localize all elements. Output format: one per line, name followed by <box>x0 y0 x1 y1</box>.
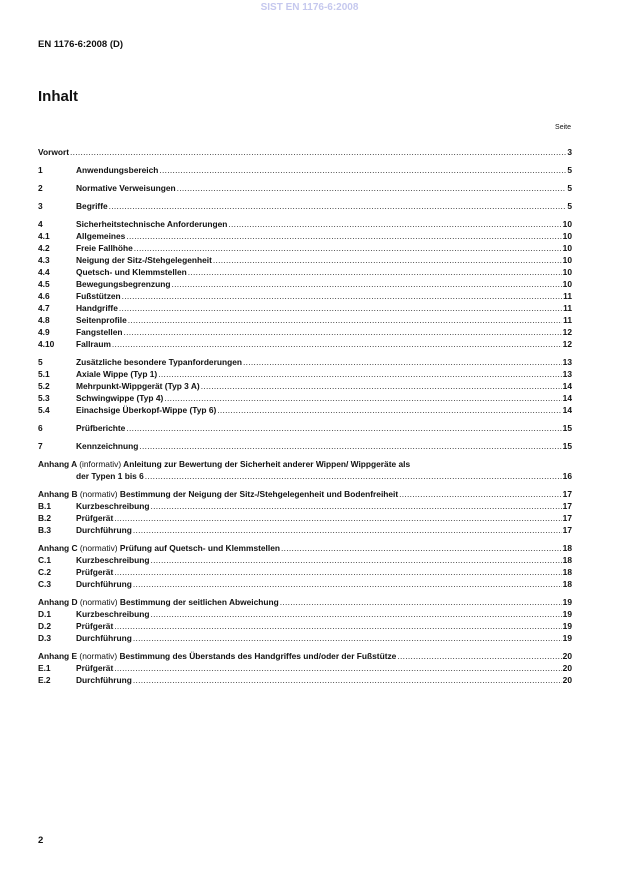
toc-page: 14 <box>562 405 572 415</box>
dot-leader <box>164 392 561 404</box>
toc-page: 17 <box>562 513 572 523</box>
toc-page: 11 <box>563 303 572 313</box>
document-header: EN 1176-6:2008 (D) <box>38 39 124 50</box>
toc-page: 12 <box>562 339 572 349</box>
toc-number: 4.8 <box>38 315 50 325</box>
toc-title: Kurzbeschreibung <box>76 555 150 565</box>
toc-number: 4.9 <box>38 327 50 337</box>
toc-number: 3 <box>38 201 43 211</box>
toc-number: 1 <box>38 165 43 175</box>
annex-text: Prüfung auf Quetsch- und Klemmstellen <box>119 543 280 553</box>
dot-leader <box>280 596 562 608</box>
annex-type: (normativ) <box>79 597 118 607</box>
table-of-contents <box>38 146 572 692</box>
toc-entry[interactable] <box>38 356 572 368</box>
annex-text-cont: der Typen 1 bis 6 <box>76 471 144 481</box>
toc-number: 4 <box>38 219 43 229</box>
toc-title: Fangstellen <box>76 327 123 337</box>
toc-number: E.2 <box>38 675 51 685</box>
toc-page: 18 <box>562 567 572 577</box>
annex-label: Anhang B <box>38 489 78 499</box>
dot-leader <box>114 566 561 578</box>
toc-number: 5.4 <box>38 405 50 415</box>
toc-entry[interactable] <box>38 662 572 674</box>
annex-title <box>38 488 398 500</box>
toc-title: Kennzeichnung <box>76 441 139 451</box>
dot-leader <box>188 266 562 278</box>
toc-page: 10 <box>562 231 572 241</box>
dot-leader <box>133 632 562 644</box>
annex-label: Anhang A <box>38 459 77 469</box>
toc-annex-entry[interactable] <box>38 458 572 470</box>
toc-entry[interactable] <box>38 326 572 338</box>
toc-number: 4.7 <box>38 303 50 313</box>
toc-title: Durchführung <box>76 579 132 589</box>
toc-entry[interactable] <box>38 440 572 452</box>
toc-page: 16 <box>562 471 572 481</box>
toc-title: Fallraum <box>76 339 111 349</box>
toc-title: Axiale Wippe (Typ 1) <box>76 369 158 379</box>
dot-leader <box>114 620 561 632</box>
toc-entry[interactable] <box>38 554 572 566</box>
toc-number: 7 <box>38 441 43 451</box>
dot-leader <box>119 302 562 314</box>
toc-number: 2 <box>38 183 43 193</box>
page-column-label: Seite <box>555 124 571 131</box>
toc-number: D.2 <box>38 621 52 631</box>
toc-entry[interactable] <box>38 578 572 590</box>
toc-page: 20 <box>562 675 572 685</box>
toc-entry[interactable] <box>38 278 572 290</box>
toc-number: D.3 <box>38 633 52 643</box>
dot-leader <box>158 368 561 380</box>
toc-page: 19 <box>562 609 572 619</box>
toc-number: C.3 <box>38 579 52 589</box>
toc-title: Vorwort <box>38 147 70 157</box>
toc-page: 18 <box>562 543 572 553</box>
dot-leader <box>139 440 561 452</box>
toc-title: Freie Fallhöhe <box>76 243 133 253</box>
toc-group <box>38 200 572 212</box>
toc-entry[interactable] <box>38 266 572 278</box>
toc-entry[interactable] <box>38 146 572 158</box>
dot-leader <box>201 380 562 392</box>
dot-leader <box>151 608 562 620</box>
toc-group <box>38 218 572 350</box>
toc-group <box>38 422 572 434</box>
toc-entry[interactable] <box>38 674 572 686</box>
toc-group <box>38 650 572 686</box>
dot-leader <box>112 338 562 350</box>
toc-group <box>38 488 572 536</box>
toc-title: Anwendungsbereich <box>76 165 159 175</box>
toc-group <box>38 596 572 644</box>
toc-number: C.2 <box>38 567 52 577</box>
toc-entry[interactable] <box>38 290 572 302</box>
toc-title: Einachsige Überkopf-Wippe (Typ 6) <box>76 405 217 415</box>
toc-number: 6 <box>38 423 43 433</box>
toc-title: Seitenprofile <box>76 315 127 325</box>
toc-title: Kurzbeschreibung <box>76 609 150 619</box>
annex-type: (normativ) <box>79 651 118 661</box>
dot-leader <box>133 524 562 536</box>
toc-page: 3 <box>567 147 572 157</box>
dot-leader <box>151 500 562 512</box>
toc-page: 20 <box>562 663 572 673</box>
toc-entry[interactable] <box>38 380 572 392</box>
toc-entry[interactable] <box>38 512 572 524</box>
dot-leader <box>243 356 562 368</box>
toc-number: D.1 <box>38 609 52 619</box>
toc-title: Zusätzliche besondere Typanforderungen <box>76 357 242 367</box>
dot-leader <box>217 404 561 416</box>
annex-title <box>38 650 396 662</box>
toc-title: Allgemeines <box>76 231 126 241</box>
toc-number: 4.1 <box>38 231 50 241</box>
toc-title: Prüfgerät <box>76 513 114 523</box>
toc-group <box>38 356 572 416</box>
toc-title: Durchführung <box>76 675 132 685</box>
toc-entry[interactable] <box>38 404 572 416</box>
toc-page: 18 <box>562 555 572 565</box>
toc-title: Prüfgerät <box>76 621 114 631</box>
toc-page: 18 <box>562 579 572 589</box>
toc-number: 4.5 <box>38 279 50 289</box>
annex-title <box>38 596 279 608</box>
toc-number: 5.2 <box>38 381 50 391</box>
toc-number: 4.10 <box>38 339 55 349</box>
toc-page: 10 <box>562 255 572 265</box>
toc-page: 13 <box>562 369 572 379</box>
toc-page: 19 <box>562 621 572 631</box>
annex-text: Bestimmung der Neigung der Sitz-/Stehgelegenheit und Bodenfreiheit <box>119 489 399 499</box>
toc-entry[interactable] <box>38 302 572 314</box>
toc-title: Durchführung <box>76 525 132 535</box>
toc-entry[interactable] <box>38 314 572 326</box>
toc-page: 12 <box>562 327 572 337</box>
toc-entry[interactable] <box>38 164 572 176</box>
annex-label: Anhang D <box>38 597 78 607</box>
toc-page: 15 <box>562 423 572 433</box>
dot-leader <box>70 146 566 158</box>
page-title: Inhalt <box>38 88 78 105</box>
toc-page: 14 <box>562 393 572 403</box>
toc-page: 11 <box>563 315 572 325</box>
annex-type: (informativ) <box>79 459 122 469</box>
annex-title <box>38 458 410 470</box>
annex-title <box>38 542 280 554</box>
annex-label: Anhang E <box>38 651 78 661</box>
toc-number: B.3 <box>38 525 52 535</box>
dot-leader <box>145 470 562 482</box>
toc-page: 10 <box>562 219 572 229</box>
toc-title: Normative Verweisungen <box>76 183 176 193</box>
toc-entry[interactable] <box>38 182 572 194</box>
toc-entry[interactable] <box>38 338 572 350</box>
toc-entry[interactable] <box>38 632 572 644</box>
toc-entry[interactable] <box>38 500 572 512</box>
toc-page: 17 <box>562 501 572 511</box>
dot-leader <box>124 326 562 338</box>
dot-leader <box>114 512 561 524</box>
toc-title: Fußstützen <box>76 291 121 301</box>
toc-page: 20 <box>562 651 572 661</box>
dot-leader <box>281 542 562 554</box>
toc-number: 5.3 <box>38 393 50 403</box>
annex-text: Anleitung zur Bewertung der Sicherheit anderer Wippen/ Wippgeräte als <box>123 459 411 469</box>
annex-type: (normativ) <box>79 543 118 553</box>
annex-type: (normativ) <box>79 489 118 499</box>
toc-annex-entry[interactable] <box>38 488 572 500</box>
toc-title: Quetsch- und Klemmstellen <box>76 267 187 277</box>
toc-entry[interactable] <box>38 230 572 242</box>
toc-entry[interactable] <box>38 392 572 404</box>
toc-number: 4.4 <box>38 267 50 277</box>
toc-title: Handgriffe <box>76 303 118 313</box>
toc-annex-entry[interactable] <box>38 542 572 554</box>
toc-page: 14 <box>562 381 572 391</box>
toc-title: Bewegungsbegrenzung <box>76 279 171 289</box>
dot-leader <box>128 314 562 326</box>
toc-number: B.1 <box>38 501 52 511</box>
dot-leader <box>177 182 567 194</box>
toc-page: 5 <box>567 201 572 211</box>
dot-leader <box>399 488 562 500</box>
toc-title: Prüfberichte <box>76 423 126 433</box>
dot-leader <box>109 200 567 212</box>
toc-group <box>38 440 572 452</box>
toc-page: 13 <box>562 357 572 367</box>
toc-annex-continuation[interactable] <box>38 470 572 482</box>
toc-entry[interactable] <box>38 422 572 434</box>
toc-number: 4.3 <box>38 255 50 265</box>
dot-leader <box>126 230 561 242</box>
dot-leader <box>126 422 561 434</box>
dot-leader <box>122 290 562 302</box>
toc-number: 4.6 <box>38 291 50 301</box>
toc-number: 5 <box>38 357 43 367</box>
toc-title: Sicherheitstechnische Anforderungen <box>76 219 228 229</box>
toc-entry[interactable] <box>38 524 572 536</box>
toc-page: 17 <box>562 525 572 535</box>
toc-number: C.1 <box>38 555 52 565</box>
toc-title: Prüfgerät <box>76 663 114 673</box>
toc-number: B.2 <box>38 513 52 523</box>
toc-annex-entry[interactable] <box>38 596 572 608</box>
toc-page: 10 <box>562 267 572 277</box>
toc-group <box>38 542 572 590</box>
toc-page: 15 <box>562 441 572 451</box>
dot-leader <box>228 218 561 230</box>
toc-group <box>38 182 572 194</box>
toc-title: Neigung der Sitz-/Stehgelegenheit <box>76 255 212 265</box>
dot-leader <box>159 164 566 176</box>
toc-page: 10 <box>562 279 572 289</box>
dot-leader <box>133 674 562 686</box>
toc-entry[interactable] <box>38 620 572 632</box>
toc-page: 19 <box>562 633 572 643</box>
annex-label: Anhang C <box>38 543 78 553</box>
toc-page: 10 <box>562 243 572 253</box>
toc-entry[interactable] <box>38 368 572 380</box>
toc-page: 19 <box>562 597 572 607</box>
toc-entry[interactable] <box>38 254 572 266</box>
toc-title: Mehrpunkt-Wippgerät (Typ 3 A) <box>76 381 200 391</box>
toc-title: Prüfgerät <box>76 567 114 577</box>
dot-leader <box>213 254 562 266</box>
toc-title: Durchführung <box>76 633 132 643</box>
toc-number: 5.1 <box>38 369 50 379</box>
dot-leader <box>114 662 561 674</box>
toc-page: 5 <box>567 183 572 193</box>
dot-leader <box>151 554 562 566</box>
dot-leader <box>397 650 561 662</box>
annex-text: Bestimmung der seitlichen Abweichung <box>119 597 279 607</box>
toc-page: 11 <box>563 291 572 301</box>
toc-title: Begriffe <box>76 201 108 211</box>
toc-page: 17 <box>562 489 572 499</box>
toc-entry[interactable] <box>38 200 572 212</box>
toc-number: E.1 <box>38 663 51 673</box>
dot-leader <box>171 278 561 290</box>
watermark: SIST EN 1176-6:2008 <box>260 2 359 13</box>
toc-title: Schwingwippe (Typ 4) <box>76 393 164 403</box>
toc-group <box>38 458 572 482</box>
toc-page: 5 <box>567 165 572 175</box>
toc-title: Kurzbeschreibung <box>76 501 150 511</box>
toc-group <box>38 146 572 158</box>
toc-annex-entry[interactable] <box>38 650 572 662</box>
toc-entry[interactable] <box>38 218 572 230</box>
toc-entry[interactable] <box>38 566 572 578</box>
toc-entry[interactable] <box>38 608 572 620</box>
toc-number: 4.2 <box>38 243 50 253</box>
dot-leader <box>134 242 562 254</box>
dot-leader <box>133 578 562 590</box>
toc-group <box>38 164 572 176</box>
page-number: 2 <box>38 835 44 846</box>
toc-entry[interactable] <box>38 242 572 254</box>
annex-text: Bestimmung des Überstands des Handgriffes und/oder der Fußstütze <box>119 651 397 661</box>
